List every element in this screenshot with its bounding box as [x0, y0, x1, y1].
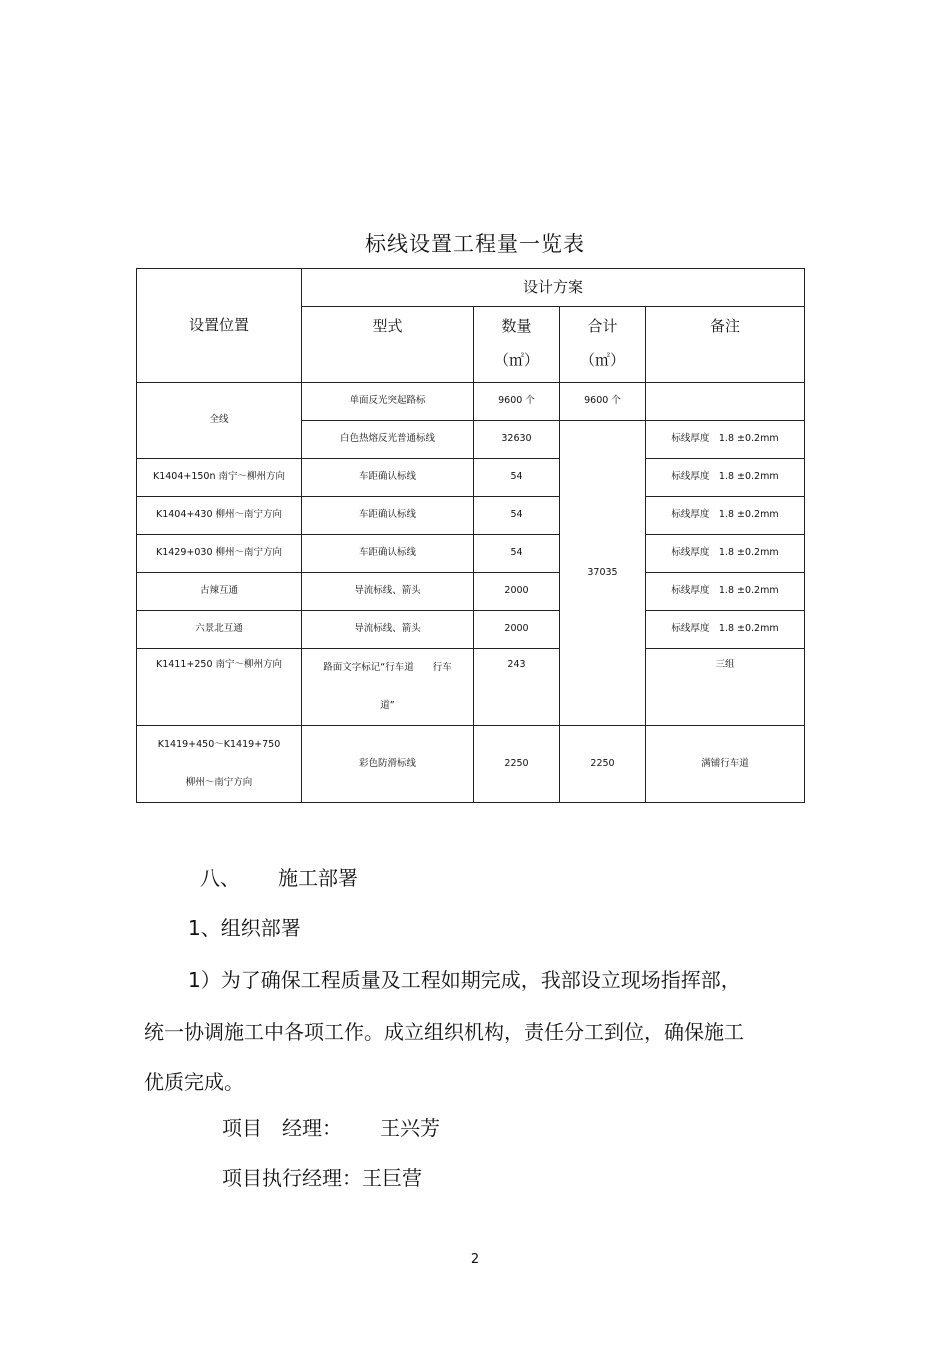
- cell-quantity: 2250: [474, 726, 560, 803]
- project-manager-name: 王兴芳: [380, 1116, 440, 1140]
- cell-quantity: 54: [474, 459, 560, 497]
- cell-type: 车距确认标线: [302, 535, 474, 573]
- cell-remark: 标线厚度 1.8 ±0.2mm: [646, 535, 805, 573]
- header-design: 设计方案: [302, 269, 805, 307]
- cell-type: 导流标线、箭头: [302, 611, 474, 649]
- cell-quantity: 54: [474, 497, 560, 535]
- executive-manager: 项目执行经理：王巨营: [222, 1166, 422, 1190]
- paragraph-line-1: 1）为了确保工程质量及工程如期完成，我部设立现场指挥部，: [188, 968, 741, 992]
- cell-remark: 标线厚度 1.8 ±0.2mm: [646, 573, 805, 611]
- cell-remark: 标线厚度 1.8 ±0.2mm: [646, 611, 805, 649]
- cell-remark: 标线厚度 1.8 ±0.2mm: [646, 459, 805, 497]
- header-type: 型式: [302, 307, 474, 383]
- section-heading-number: 八、: [200, 866, 240, 890]
- header-total: 合计 （㎡）: [560, 307, 646, 383]
- table-row: [137, 726, 805, 803]
- cell-remark: 三组: [646, 649, 805, 726]
- cell-type: 车距确认标线: [302, 497, 474, 535]
- cell-position: 全线: [137, 383, 302, 459]
- header-position: 设置位置: [137, 269, 302, 383]
- cell-type: 单面反光突起路标: [302, 383, 474, 421]
- cell-type: 导流标线、箭头: [302, 573, 474, 611]
- header-remark: 备注: [646, 307, 805, 383]
- cell-type-line1: 路面文字标记“行车道 行车: [323, 662, 452, 673]
- table-row: [137, 383, 805, 421]
- cell-type: 白色热熔反光普通标线: [302, 421, 474, 459]
- cell-position-line2: 柳州～南宁方向: [185, 777, 253, 788]
- paragraph-line-2: 统一协调施工中各项工作。成立组织机构，责任分工到位，确保施工: [144, 1020, 744, 1044]
- cell-position: 六景北互通: [137, 611, 302, 649]
- cell-quantity: 32630: [474, 421, 560, 459]
- cell-quantity: 54: [474, 535, 560, 573]
- cell-position: K1429+030 柳州～南宁方向: [137, 535, 302, 573]
- cell-quantity: 243: [474, 649, 560, 726]
- cell-quantity: 2000: [474, 611, 560, 649]
- page-number: 2: [470, 1252, 480, 1267]
- cell-remark: 标线厚度 1.8 ±0.2mm: [646, 421, 805, 459]
- paragraph-line-3: 优质完成。: [144, 1070, 244, 1094]
- section-heading: 施工部署: [278, 866, 358, 890]
- quantity-table: [136, 268, 805, 803]
- cell-position: 古辣互通: [137, 573, 302, 611]
- cell-type: 车距确认标线: [302, 459, 474, 497]
- cell-remark: [646, 383, 805, 421]
- cell-merged-total: 37035: [560, 421, 646, 726]
- cell-position-line1: K1419+450～K1419+750: [157, 739, 281, 750]
- table-row: [137, 611, 805, 649]
- cell-position: K1404+430 柳州～南宁方向: [137, 497, 302, 535]
- cell-position: K1404+150n 南宁～柳州方向: [137, 459, 302, 497]
- cell-quantity: 9600 个: [474, 383, 560, 421]
- cell-remark: 标线厚度 1.8 ±0.2mm: [646, 497, 805, 535]
- cell-position: [137, 726, 302, 803]
- table-row: [137, 649, 805, 726]
- header-quantity: 数量 （㎡）: [474, 307, 560, 383]
- cell-type: 彩色防滑标线: [302, 726, 474, 803]
- cell-position: K1411+250 南宁～柳州方向: [137, 649, 302, 726]
- table-title: 标线设置工程量一览表: [365, 232, 585, 256]
- table-row: [137, 535, 805, 573]
- table-row: [137, 497, 805, 535]
- cell-total: 9600 个: [560, 383, 646, 421]
- cell-remark: 满铺行车道: [646, 726, 805, 803]
- table-row: [137, 459, 805, 497]
- cell-type: [302, 649, 474, 726]
- project-manager-label: 项目 经理：: [222, 1116, 342, 1140]
- cell-total: 2250: [560, 726, 646, 803]
- cell-type-line2: 道”: [380, 700, 395, 711]
- sub-heading: 1、组织部署: [188, 916, 301, 940]
- cell-quantity: 2000: [474, 573, 560, 611]
- table-row: [137, 573, 805, 611]
